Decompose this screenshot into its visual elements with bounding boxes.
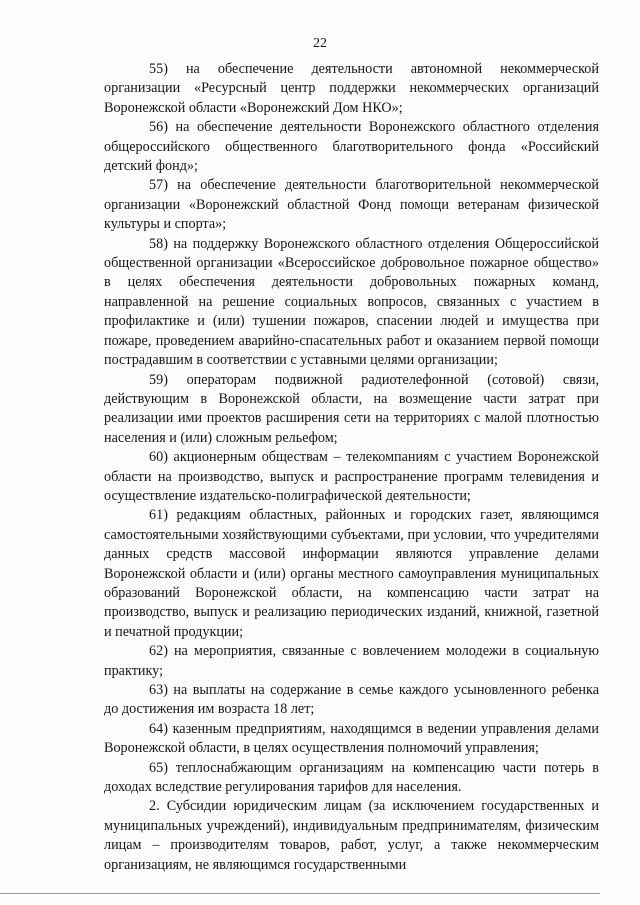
page-number: 22 bbox=[313, 36, 327, 51]
paragraph-item-64: 64) казенным предприятиям, находящимся в ведении управления делами Воронежской области, в целях осуществления полномочий управления; bbox=[104, 720, 599, 757]
document-body bbox=[104, 60, 599, 875]
paragraph-item-55: 55) на обеспечение деятельности автономной некоммерческой организации «Ресурсный центр поддержки некоммерческих организаций Воронежской области «Воронежский Дом НКО»; bbox=[104, 61, 599, 116]
paragraph-item-58: 58) на поддержку Воронежского областного отделения Общероссийской общественной организации «Всероссийское добровольное пожарное общество» в целях обеспечения деятельности добровольных пожарных команд, направленной на решение социальных вопросов, связанных с участием в профилактике и (или) тушении пожаров, спасении людей и имущества при пожаре, проведением аварийно-спасательных работ и оказанием первой помощи пострадавшим в соответствии с уставными целями организации; bbox=[104, 235, 599, 369]
paragraph-item-65: 65) теплоснабжающим организациям на компенсацию части потерь в доходах вследствие регулирования тарифов для населения. bbox=[104, 759, 599, 796]
paragraph-section-2: 2. Субсидии юридическим лицам (за исключением государственных и муниципальных учреждений), индивидуальным предпринимателям, физическим лицам – производителям товаров, работ, услуг, а также некоммерческим организациям, не являющимся государственными bbox=[104, 798, 599, 873]
bottom-divider bbox=[0, 893, 600, 894]
paragraph-item-63: 63) на выплаты на содержание в семье каждого усыновленного ребенка до достижения им возраста 18 лет; bbox=[104, 682, 599, 718]
paragraph-item-57: 57) на обеспечение деятельности благотворительной некоммерческой организации «Воронежский областной Фонд помощи ветеранам физической культуры и спорта»; bbox=[104, 177, 599, 233]
paragraph-item-59: 59) операторам подвижной радиотелефонной (сотовой) связи, действующим в Воронежской области, на возмещение части затрат при реализации ими проектов расширения сети на территориях с малой плотностью населения и (или) сложным рельефом; bbox=[104, 371, 599, 446]
paragraph-item-60: 60) акционерным обществам – телекомпаниям с участием Воронежской области на производство, выпуск и распространение программ телевидения и осуществление издательско-полиграфической деятельности; bbox=[104, 449, 599, 504]
paragraph-item-56: 56) на обеспечение деятельности Воронежского областного отделения общероссийского общественного благотворительного фонда «Российский детский фонд»; bbox=[104, 119, 599, 175]
paragraph-item-62: 62) на мероприятия, связанные с вовлечением молодежи в социальную практику; bbox=[104, 643, 599, 679]
paragraph-item-61: 61) редакциям областных, районных и городских газет, являющимся самостоятельными хозяйствующими субъектами, при условии, что учредителями данных средств массовой информации являются управление делами Воронежской области и (или) органы местного самоуправления муниципальных образований Воронежской области, на компенсацию части затрат на производство, выпуск и реализацию периодических изданий, книжной, газетной и печатной продукции; bbox=[104, 507, 599, 640]
